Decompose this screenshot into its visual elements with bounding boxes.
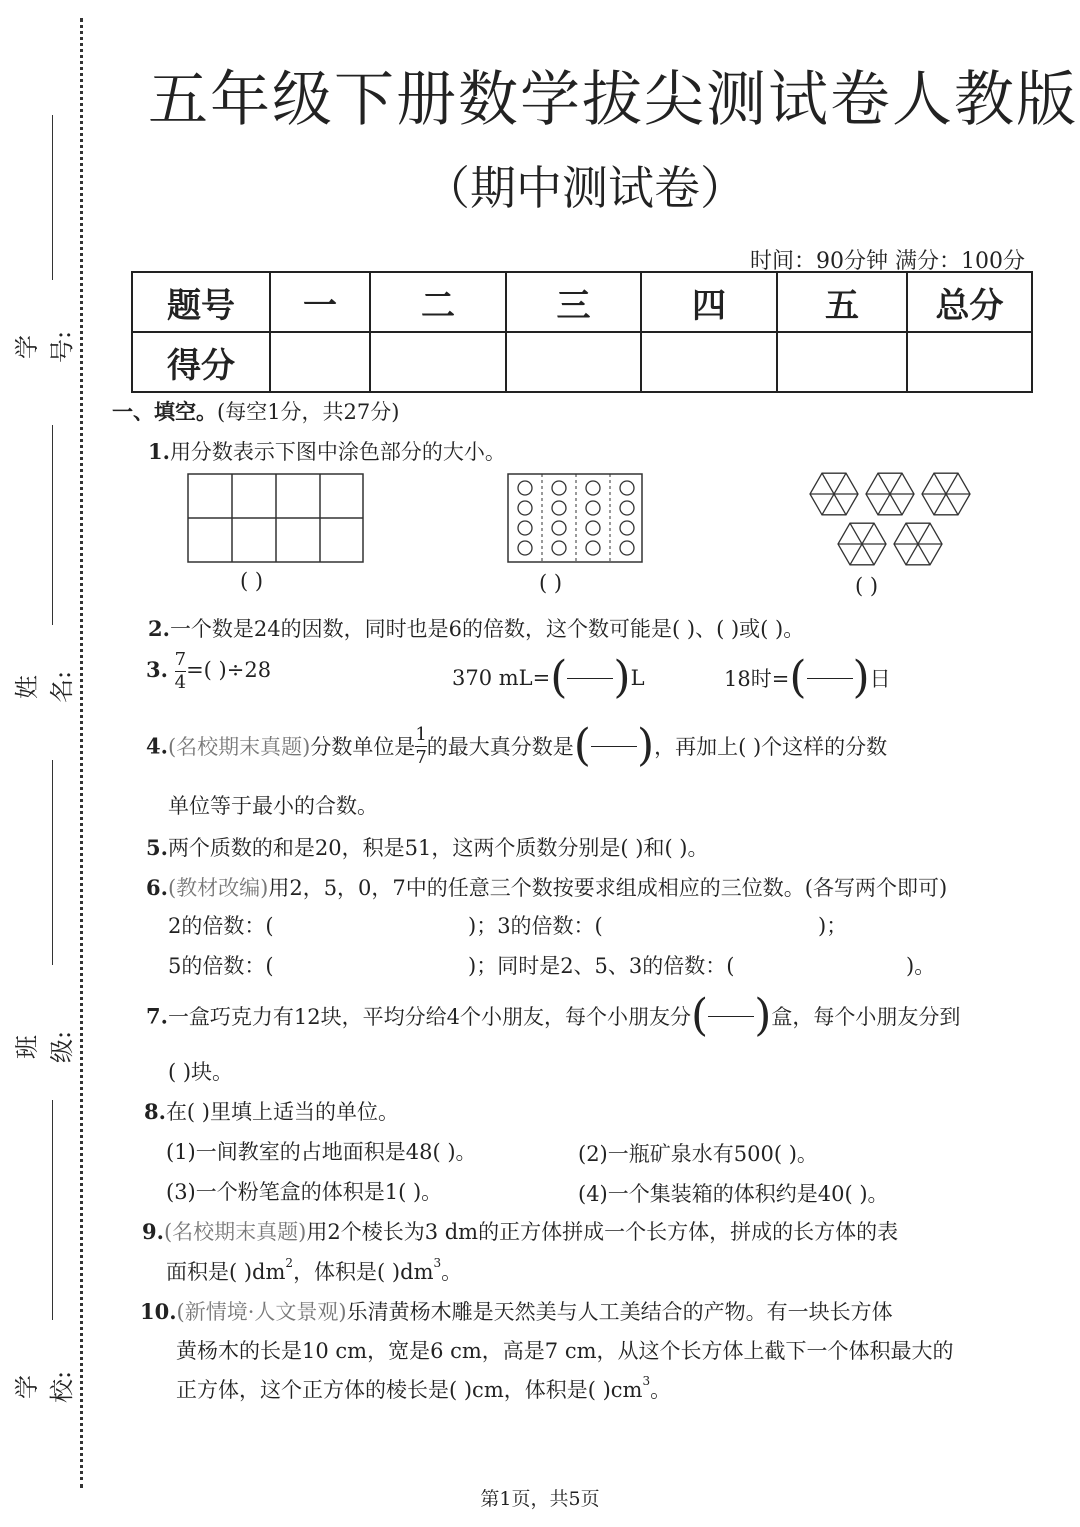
page-subtitle: （期中测试卷） [424,161,746,215]
section-1-title: 一、填空。 [112,399,217,424]
answer-blank-3[interactable]: ( ) [855,574,879,598]
question-tag: (教材改编) [167,876,269,900]
fraction-blank[interactable] [708,1016,754,1017]
question-number: 10. [140,1299,177,1324]
question-number: 5. [146,835,168,860]
section-1-heading [112,396,399,426]
question-8-item-3: (3)一个粉笔盒的体积是1( )。 [166,1180,443,1204]
score-table-header-row [132,272,1032,332]
name-blank-line[interactable] [52,425,53,625]
question-number: 4. [146,733,168,759]
score-table-score-row [132,332,1032,392]
question-number: 6. [146,875,168,900]
score-header-cell: 二 [370,272,506,332]
question-8 [144,1096,399,1126]
score-header-cell: 一 [270,272,370,332]
question-1 [148,436,506,466]
question-9 [142,1216,898,1246]
question-text: 一个数是24的因数，同时也是6的倍数，这个数可能是( )、( )或( )。 [169,617,805,641]
question-text: 分数单位是 [310,735,416,759]
school-blank-line[interactable] [52,1100,53,1320]
question-4-line-2: 单位等于最小的合数。 [168,794,378,818]
score-cell[interactable] [506,332,641,392]
question-text: ，再加上( )个这样的分数 [654,735,888,759]
binding-dashed-line [80,18,83,1488]
question-text: 一盒巧克力有12块，平均分给4个小朋友，每个小朋友分 [167,1005,692,1029]
section-1-note: (每空1分，共27分) [217,400,400,424]
class-blank-line[interactable] [52,760,53,965]
question-6-3-multiple: )；3的倍数：( [468,914,603,938]
question-tag: (名校期末真题) [167,735,311,759]
question-6-2-multiple: 2的倍数：( [168,914,274,938]
fraction-blank[interactable] [591,746,637,747]
score-cell[interactable] [777,332,907,392]
question-8-item-2: (2)一瓶矿泉水有500( )。 [578,1142,818,1166]
question-number: 3. [146,657,168,682]
fraction: $\frac{7}{4}$ [174,649,187,693]
question-6-close: )； [818,914,848,938]
question-tag: (新情境·人文景观) [176,1300,347,1324]
question-number: 7. [146,1003,168,1029]
page-title: 五年级下册数学拔尖测试卷人教版 [148,65,1078,135]
score-header-cell: 三 [506,272,641,332]
question-10-line-2: 黄杨木的长是10 cm，宽是6 cm，高是7 cm，从这个长方体上截下一个体积最大的 [176,1339,954,1363]
answer-blank-1[interactable]: ( ) [240,569,264,593]
score-cell[interactable] [641,332,777,392]
question-8-item-4: (4)一个集装箱的体积约是40( )。 [578,1182,889,1206]
class-label: 班级: [13,1030,76,1064]
student-id-label: 学号: [13,330,76,364]
page-number: 第1页，共5页 [480,1488,600,1510]
question-text: 用2，5，0，7中的任意三个数按要求组成相应的三位数。(各写两个即可) [268,876,948,900]
unit-text: 日 [869,667,891,691]
question-7: 7.一盒巧克力有12块，平均分给4个小朋友，每个小朋友分( )盒，每个小朋友分到 [146,990,961,1041]
circles-figure [506,472,644,564]
score-header-cell: 总分 [907,272,1032,332]
question-5 [146,832,709,862]
exam-info: 时间：90分钟 满分：100分 [750,249,1025,274]
question-number: 2. [148,616,170,641]
score-row-label: 得分 [132,332,270,392]
score-cell[interactable] [907,332,1032,392]
score-header-cell: 四 [641,272,777,332]
question-text: 盒，每个小朋友分到 [771,1005,961,1029]
question-9-line-2: 面积是( )$dm^2$，体积是( )$dm^3$。 [166,1256,463,1284]
question-text: 乐清黄杨木雕是天然美与人工美结合的产物。有一块长方体 [346,1300,893,1324]
question-8-item-1: (1)一间教室的占地面积是48( )。 [166,1140,477,1164]
fraction-blank[interactable] [567,678,613,679]
score-cell[interactable] [270,332,370,392]
question-text: =( )÷28 [186,658,272,682]
question-3-part-2: 370 mL=( )L [452,652,645,703]
fraction-blank[interactable] [807,678,853,679]
question-text: 用2个棱长为3 dm的正方体拼成一个长方体，拼成的长方体的表 [306,1220,899,1244]
question-text: 两个质数的和是20，积是51，这两个质数分别是( )和( )。 [167,836,709,860]
question-7-line-2: ( )块。 [168,1060,234,1084]
score-header-cell: 五 [777,272,907,332]
question-text: 370 mL= [452,666,551,690]
question-text: 用分数表示下图中涂色部分的大小。 [169,440,506,464]
question-10-line-3: 正方体，这个正方体的棱长是( )cm，体积是( )$cm^3$。 [176,1374,672,1402]
question-6 [146,872,947,902]
question-text: 18时= [724,667,790,691]
question-3-part-1 [146,650,271,693]
hexagons-figure [806,470,976,570]
question-number: 8. [144,1099,166,1124]
name-label: 姓名: [13,670,76,704]
score-table [131,271,1033,393]
question-10 [140,1296,893,1326]
score-cell[interactable] [370,332,506,392]
student-id-blank-line[interactable] [52,115,53,280]
question-3-part-3: 18时=( )日 [724,652,891,703]
question-tag: (名校期末真题) [163,1220,307,1244]
question-text: 在( )里填上适当的单位。 [165,1100,399,1124]
question-6-close: )。 [906,954,936,978]
question-number: 1. [148,439,170,464]
question-text: 的最大真分数是 [426,735,574,759]
fraction: $\frac{1}{7}$ [415,723,427,768]
unit-text: L [630,666,645,690]
answer-blank-2[interactable]: ( ) [539,571,563,595]
question-6-235-multiple: )；同时是2、5、3的倍数：( [468,954,735,978]
question-4: 4.(名校期末真题)分数单位是 $\frac{1}{7}$ 的最大真分数是( )，再加上( )个这样的分数 [146,720,888,771]
score-header-cell: 题号 [132,272,270,332]
school-label: 学校: [13,1370,76,1404]
grid-figure [186,472,366,564]
question-6-5-multiple: 5的倍数：( [168,954,274,978]
question-number: 9. [142,1219,164,1244]
question-2 [148,613,804,643]
